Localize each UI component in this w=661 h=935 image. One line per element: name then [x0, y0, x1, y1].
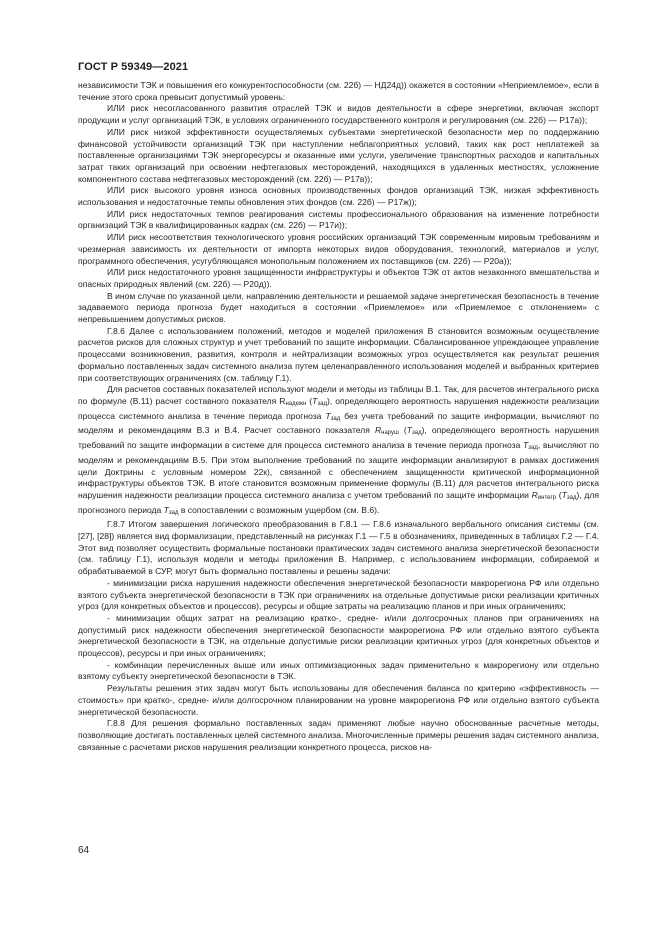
list-item: - комбинации перечисленных выше или иных оптимизационных задач применительно к макрорегиону или отдельно взятому субъекту энергетической безопасности в ТЭК.: [78, 659, 599, 682]
page-number: 64: [78, 845, 90, 856]
subscript: зад: [528, 445, 538, 452]
math-symbol: T: [406, 425, 412, 436]
subscript: зад: [168, 509, 179, 516]
formula-text: без учета требований по защите информации, вычисляют по моделям и рекомендациям В.3 и В.4. Расчет составного показателя: [78, 410, 599, 436]
subscript: зад: [411, 430, 422, 437]
formula-text: (: [556, 489, 562, 500]
paragraph: Г.8.7 Итогом завершения логического преобразования в Г.8.1 — Г.8.6 изначального вербального описания системы (см. [27], [28]) является вид формализации, представленный на рисунках Г.1 — Г.5 в обозначениях, приведенных в таблицах Г.2 — Г.4. Этот вид позволяет осуществить формальные постановки практических задач системного анализа энергетической безопасности (см. таблицу Г.1), используя модели и методы приложения В. Например, с использованием информации, собираемой и обрабатываемой в СУР, могут быть формально поставлены и решены задачи:: [78, 519, 599, 577]
formula-text: ), для прогнозного периода: [78, 489, 599, 515]
math-symbol: T: [312, 395, 318, 406]
math-symbol: T: [561, 489, 567, 500]
paragraph: ИЛИ риск высокого уровня износа основных производственных фондов организаций ТЭК, низкая эффективность использования и недостаточные темпы обновления этих фондов (см. 22б) — Р17ж));: [78, 185, 599, 208]
list-item: - минимизации общих затрат на реализацию кратко-, средне- и/или долгосрочных планов при ограничениях на допустимый риск надежности обеспечения энергетической безопасности макрорегиона РФ или отдельно взятого субъекта энергетической безопасности в ТЭК, на отдельные допустимые риски реализации критичных угроз (для конкретных объектов и процессов), ресурсы и при иных ограничениях;: [78, 612, 599, 659]
math-symbol: T: [523, 440, 529, 451]
paragraph: Г.8.8 Для решения формально поставленных задач применяют любые научно обоснованные расчетные методы, позволяющие достигать поставленных целей системного анализа. Многочисленные примеры решения задач системного анализа, связанные с расчетами рисков нарушения реализации конкретного процесса, рисков на-: [78, 718, 599, 752]
subscript: зад: [330, 415, 341, 422]
paragraph: ИЛИ риск несогласованного развития отраслей ТЭК и видов деятельности в сфере энергетики, включая экспорт продукции и услуг организаций ТЭК, в условиях ограниченного государственного контроля и регулирования (см. 22б) — Р17а));: [78, 103, 599, 126]
subscript: надежн: [285, 400, 307, 407]
formula-text: (: [398, 425, 407, 436]
paragraph: ИЛИ риск низкой эффективности осуществляемых субъектами энергетической безопасности мер по поддержанию финансовой устойчивости организаций ТЭК при наступлении неблагоприятных условий, таких как рост неплатежей за поставленные организациями ТЭК энергоресурсы и оказанные ими услуги, увеличение транспортных расходов и капитальных затрат таких организаций при освоении нефтегазовых месторождений, находящихся в удаленных местностях, усложнение компонентного состава нефтегазовых месторождений (см. 22б) — Р17в));: [78, 126, 599, 184]
subscript: наруш: [381, 430, 399, 437]
document-body: [78, 80, 599, 753]
subscript: зад: [566, 494, 577, 501]
subscript: интегр: [537, 494, 557, 501]
math-symbol: R: [531, 489, 538, 500]
paragraph: ИЛИ риск недостаточных темпов реагирования системы профессионального образования на изменение потребности организаций ТЭК в квалифицированных кадрах (см. 22б) — Р17и));: [78, 208, 599, 231]
subscript: зад: [317, 400, 327, 407]
document-header: ГОСТ Р 59349—2021: [78, 61, 189, 73]
list-item: - минимизации риска нарушения надежности обеспечения энергетической безопасности макрорегиона РФ или отдельно взятого субъекта энергетической безопасности в ТЭК при ограничениях на отдельные допустимые риски реализации критичных угроз (для конкретных объектов и процессов), ресурсы и общие затраты на реализацию планов и при иных ограничениях;: [78, 577, 599, 612]
paragraph: Результаты решения этих задач могут быть использованы для обеспечения баланса по критерию «эффективность — стоимость» при кратко-, средне- и/или долгосрочном планировании на уровне макрорегиона РФ или отдельно взятого субъекта энергетической безопасности.: [78, 683, 599, 717]
math-symbol: R: [374, 425, 382, 436]
formula-text: (: [306, 395, 313, 406]
paragraph: ИЛИ риск несоответствия технологического уровня российских организаций ТЭК современным мировым требованиям и чрезмерная зависимость их деятельности от импорта некоторых видов оборудования, технологий, материалов и услуг, программного обеспечения, усугубляющаяся монопольным положением их поставщиков (см. 22б) — Р20а));: [78, 232, 599, 266]
paragraph: В ином случае по указанной цели, направлению деятельности и решаемой задаче энергетическая безопасность в течение задаваемого периода прогноза будет находиться в состоянии «Приемлемое» или «Приемлемое с отклонением» с непревышением допустимых рисков.: [78, 290, 599, 325]
paragraph: ИЛИ риск недостаточного уровня защищенности инфраструктуры и объектов ТЭК от актов незаконного вмешательства и опасных природных явлений (см. 22б) — Р20д)).: [78, 267, 599, 289]
formula-text: ), определяющего вероятность нарушения требований по защите информации в системе для процесса системного анализа в течение периода прогноза: [78, 425, 599, 451]
paragraph-formula: [78, 384, 599, 519]
formula-text: Для расчетов составных показателей используют модели и методы из таблицы В.1. Так, для расчетов интегрального риска по формуле (В.11) расчет составного показателя R: [78, 384, 599, 406]
paragraph: Г.8.6 Далее с использованием положений, методов и моделей приложения В становится возможным осуществление расчетов рисков для сложных структур и учет требований по защите информации. Сбалансированное упреждающее управление процессами возникновения, развития, контроля и нейтрализации возможных угроз осуществляется как результат решения формально поставленных задач системного анализа путем целенаправленного использования моделей и выбранных критериев при соответствующих ограничениях (см. таблицу Г.1).: [78, 325, 599, 383]
math-symbol: T: [325, 410, 331, 421]
formula-text: , вычисляют по моделям и рекомендациям В.5. При этом выполнение требований по защите информации анализируют в рамках достижения цели Доктрины с условным номером 22к), связанной с обеспечением защищенности критической информационной инфраструктуры объектов ТЭК. В итоге становится возможным применение формулы (В.11) для расчетов интегрального риска нарушения надежности реализации процесса системного анализа с учетом требований по защите информации: [78, 440, 599, 500]
formula-text: ), определяющего вероятность нарушения надежности реализации процесса системного анализа в течение периода прогноза: [78, 395, 599, 421]
math-symbol: T: [163, 504, 169, 515]
paragraph: независимости ТЭК и повышения его конкурентоспособности (см. 22б) — НД24д)) окажется в состоянии «Неприемлемое», если в течение этого срока превысит допустимый уровень:: [78, 80, 599, 102]
formula-text: в сопоставлении с возможным ущербом (см. В.6).: [178, 504, 380, 515]
